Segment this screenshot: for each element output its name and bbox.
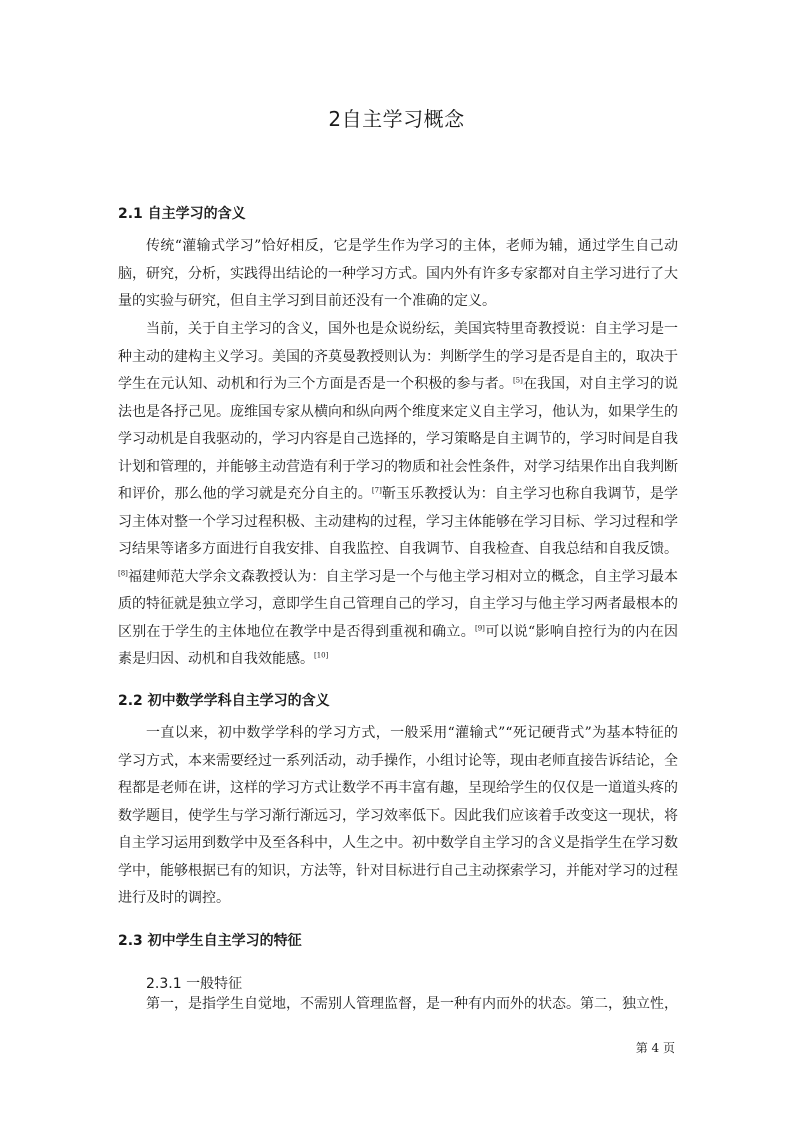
- page-number: 第 4 页: [635, 1041, 675, 1055]
- paragraph-2-3-1-1: 第一，是指学生自觉地，不需别人管理监督，是一种有内而外的状态。第二，独立性，: [146, 996, 678, 1012]
- section-heading-2-3: 2.3 初中学生自主学习的特征: [118, 933, 302, 949]
- paragraph-2-1-2: [118, 316, 678, 674]
- citation-ref: [8]: [118, 568, 128, 577]
- section-heading-2-2: 2.2 初中数学学科自主学习的含义: [118, 693, 330, 709]
- paragraph-2-2-1: 一直以来，初中数学学科的学习方式，一般采用“灌输式”“死记硬背式”为基本特征的学习方式，本来需要经过一系列活动，动手操作，小组讨论等，现由老师直接告诉结论，全程都是老师在讲，这样的学习方式让数学不再丰富有趣，呈现给学生的仅仅是一道道头疼的数学题目，使学生与学习渐行渐远习，学习效率低下。因此我们应该着手改变这一现状，将自主学习运用到数学中及至各科中，人生之中。初中数学自主学习的含义是指学生在学习数学中，能够根据已有的知识，方法等，针对目标进行自己主动探索学习，并能对学习的过程进行及时的调控。: [118, 725, 678, 906]
- citation-ref: [7]: [371, 486, 382, 495]
- citation-ref: [9]: [475, 623, 485, 632]
- section-heading-2-1: 2.1 自主学习的含义: [118, 206, 246, 222]
- chapter-title: 2自主学习概念: [328, 107, 465, 131]
- paragraph-segment: 当前，关于自主学习的含义，国外也是众说纷纭，美国宾特里奇教授说：自主学习是一种主动的建构主义学习。美国的齐莫曼教授则认为：判断学生的学习是否是自主的，取决于学生在元认知、动机和行为三个方面是否是一个积极的参与者。: [118, 321, 678, 392]
- citation-ref: [10]: [314, 651, 329, 660]
- paragraph-segment: 福建师范大学余文森教授认为：自主学习是一个与他主学习相对立的概念，自主学习最本质的特征就是独立学习，意即学生自己管理自己的学习，自主学习与他主学习两者最根本的区别在于学生的主体地位在教学中是否得到重视和确立。: [118, 568, 678, 640]
- paragraph-segment: 在我国，对自主学习的说法也是各抒己见。庞维国专家从横向和纵向两个维度来定义自主学习，他认为，如果学生的学习动机是自我驱动的，学习内容是自己选择的，学习策略是自主调节的，学习时间是自我计划和管理的，并能够主动营造有利于学习的物质和社会性条件，对学习结果作出自我判断和评价，那么他的学习就是充分自主的。: [118, 376, 679, 502]
- paragraph-segment: 靳玉乐教授认为：自主学习也称自我调节，是学习主体对整一个学习过程积极、主动建构的过程，学习主体能够在学习目标、学习过程和学习结果等诸多方面进行自我安排、自我监控、自我调节、自我检查、自我总结和自我反馈。: [118, 486, 679, 557]
- paragraph-segment: 可以说“影响自控行为的内在因素是归因、动机和自我效能感。: [118, 623, 678, 667]
- citation-ref: [5]: [512, 376, 523, 385]
- paragraph-2-1-1: 传统“灌输式学习”恰好相反，它是学生作为学习的主体，老师为辅，通过学生自己动脑，研究，分析，实践得出结论的一种学习方式。国内外有许多专家都对自主学习进行了大量的实验与研究，但自主学习到目前还没有一个准确的定义。: [118, 238, 678, 309]
- subsection-heading-2-3-1: 2.3.1 一般特征: [146, 976, 243, 992]
